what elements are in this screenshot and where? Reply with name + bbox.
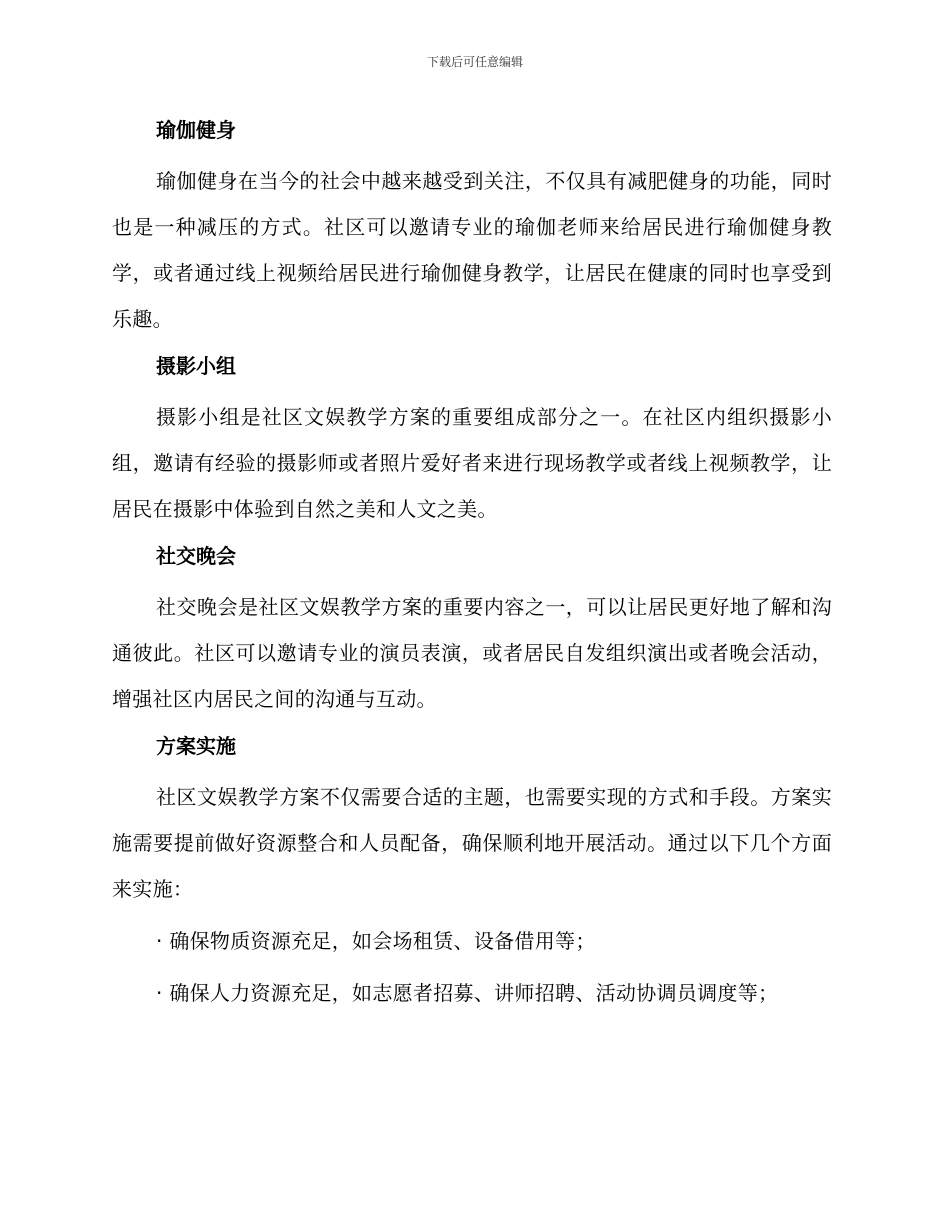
section-paragraph: 摄影小组是社区文娱教学方案的重要组成部分之一。在社区内组织摄影小组，邀请有经验的摄影师或者照片爱好者来进行现场教学或者线上视频教学，让居民在摄影中体验到自然之美和人文之美。: [112, 405, 832, 521]
section-paragraph: 瑜伽健身在当今的社会中越来越受到关注，不仅具有减肥健身的功能，同时也是一种减压的方式。社区可以邀请专业的瑜伽老师来给居民进行瑜伽健身教学，或者通过线上视频给居民进行瑜伽健身教学，让居民在健康的同时也享受到乐趣。: [112, 169, 832, 331]
section-title: 瑜伽健身: [156, 118, 236, 142]
section-title: 方案实施: [156, 734, 236, 758]
list-item: · 确保物质资源充足，如会场租赁、设备借用等；: [156, 929, 596, 953]
page-header: 下载后可任意编辑: [426, 55, 523, 69]
section-photography: [112, 348, 832, 532]
section-yoga: [112, 112, 832, 342]
section-title: 摄影小组: [156, 354, 236, 378]
section-paragraph: 社交晚会是社区文娱教学方案的重要内容之一，可以让居民更好地了解和沟通彼此。社区可以邀请专业的演员表演，或者居民自发组织演出或者晚会活动，增强社区内居民之间的沟通与互动。: [112, 595, 832, 711]
implementation-bullet-list: [112, 918, 832, 1016]
section-title: 社交晚会: [156, 544, 236, 568]
section-paragraph: 社区文娱教学方案不仅需要合适的主题，也需要实现的方式和手段。方案实施需要提前做好资源整合和人员配备，确保顺利地开展活动。通过以下几个方面来实施：: [112, 785, 832, 901]
document-body: [112, 112, 832, 1022]
list-item: · 确保人力资源充足，如志愿者招募、讲师招聘、活动协调员调度等；: [156, 981, 779, 1005]
section-implementation: [112, 728, 832, 912]
section-social-party: [112, 538, 832, 722]
